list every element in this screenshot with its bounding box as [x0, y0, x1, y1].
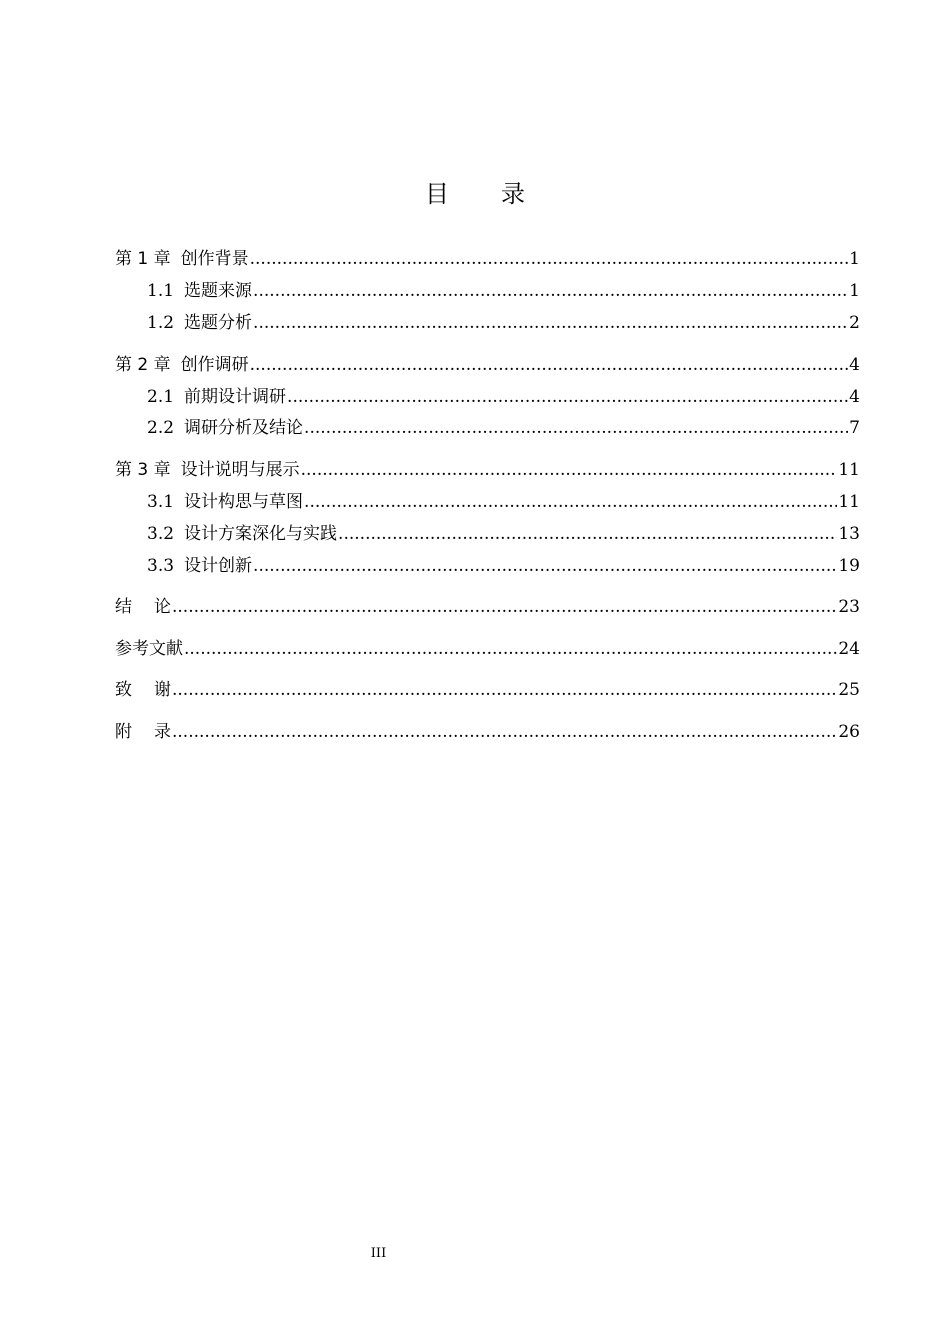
toc-entry-page: 7	[849, 418, 860, 438]
toc-entry-title: 选题分析	[184, 313, 253, 333]
toc-entry-title: 调研分析及结论	[184, 418, 304, 438]
toc-entry-number: 2.1	[147, 387, 175, 407]
toc-entry-title: 选题来源	[184, 281, 253, 301]
toc-entry-page: 11	[838, 492, 860, 512]
toc-entry-number: 1.1	[147, 281, 175, 301]
toc-entry-section-3-1[interactable]	[147, 489, 860, 515]
dot-leader	[250, 246, 849, 272]
dot-leader	[301, 457, 838, 483]
toc-entry-number: 第 3 章	[115, 460, 171, 480]
toc-entry-page: 23	[838, 597, 860, 617]
dot-leader	[338, 521, 837, 547]
toc-entry-section-2-2[interactable]	[147, 415, 860, 441]
page-number-footer: III	[370, 1246, 387, 1261]
toc-entry-page: 1	[849, 281, 860, 301]
toc-entry-chapter-2[interactable]	[115, 352, 860, 378]
toc-entry-page: 24	[838, 639, 860, 659]
toc-entry-section-1-2[interactable]	[147, 310, 860, 336]
toc-entry-conclusion[interactable]	[115, 594, 860, 620]
toc-entry-title: 附 录	[115, 722, 171, 742]
toc-entry-page: 25	[838, 680, 860, 700]
toc-entry-appendix[interactable]	[115, 719, 860, 745]
toc-entry-page: 11	[838, 460, 860, 480]
dot-leader	[253, 553, 837, 579]
toc-entry-title: 创作调研	[180, 355, 249, 375]
toc-entry-number: 3.1	[147, 492, 175, 512]
toc-entry-number: 3.3	[147, 556, 175, 576]
title-char-1: 目	[425, 180, 449, 208]
toc-entry-section-3-3[interactable]	[147, 553, 860, 579]
toc-entry-number: 1.2	[147, 313, 175, 333]
page-title	[0, 178, 950, 210]
toc-entry-page: 4	[849, 355, 860, 375]
dot-leader	[253, 310, 848, 336]
toc-entry-references[interactable]	[115, 636, 860, 662]
toc-entry-page: 13	[838, 524, 860, 544]
title-char-2: 录	[501, 180, 525, 208]
toc-entry-section-3-2[interactable]	[147, 521, 860, 547]
toc-entry-page: 2	[849, 313, 860, 333]
toc-entry-number: 2.2	[147, 418, 175, 438]
dot-leader	[253, 278, 848, 304]
toc-entry-section-2-1[interactable]	[147, 384, 860, 410]
toc-entry-acknowledgements[interactable]	[115, 677, 860, 703]
toc-entry-number: 第 1 章	[115, 249, 171, 269]
dot-leader	[287, 384, 848, 410]
toc-entry-page: 26	[838, 722, 860, 742]
toc-entry-title: 参考文献	[115, 639, 183, 659]
toc-entry-title: 设计创新	[184, 556, 253, 576]
toc-entry-page: 1	[849, 249, 860, 269]
dot-leader	[304, 415, 848, 441]
toc-entry-section-1-1[interactable]	[147, 278, 860, 304]
toc-entry-title: 设计方案深化与实践	[184, 524, 338, 544]
dot-leader	[172, 594, 837, 620]
dot-leader	[304, 489, 837, 515]
toc-entry-title: 设计说明与展示	[180, 460, 300, 480]
toc-entry-number: 3.2	[147, 524, 175, 544]
toc-entry-title: 创作背景	[180, 249, 249, 269]
toc-entry-page: 19	[838, 556, 860, 576]
dot-leader	[172, 677, 837, 703]
toc-entry-title: 前期设计调研	[184, 387, 287, 407]
toc-entry-title: 结 论	[115, 597, 171, 617]
dot-leader	[172, 719, 837, 745]
toc-entry-page: 4	[849, 387, 860, 407]
toc-entry-title: 设计构思与草图	[184, 492, 304, 512]
toc-entry-number: 第 2 章	[115, 355, 171, 375]
toc-entry-title: 致 谢	[115, 680, 171, 700]
dot-leader	[184, 636, 837, 662]
toc-entry-chapter-1[interactable]	[115, 246, 860, 272]
toc-entry-chapter-3[interactable]	[115, 457, 860, 483]
dot-leader	[250, 352, 849, 378]
